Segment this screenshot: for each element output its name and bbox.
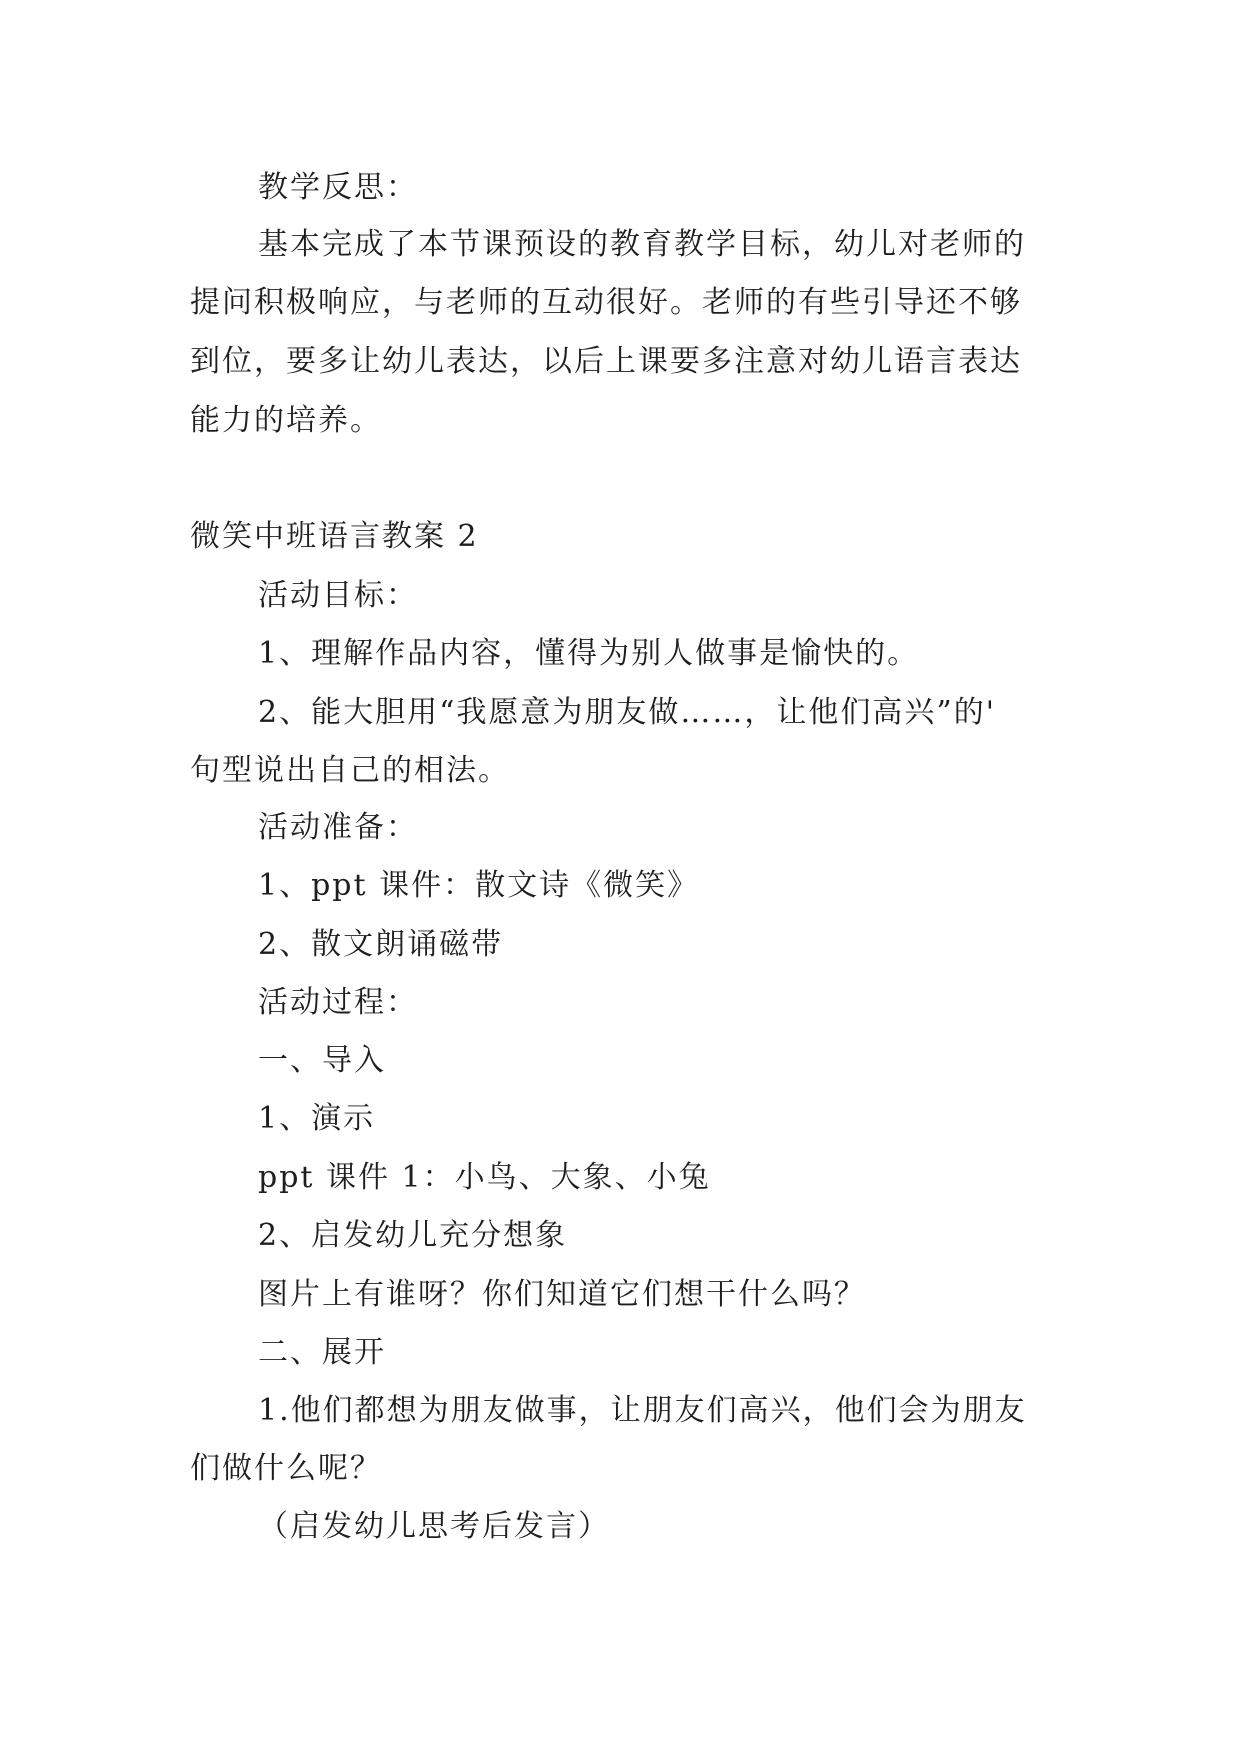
reflection-heading: 教学反思： — [258, 170, 418, 205]
step-2-note: （启发幼儿思考后发言） — [258, 1509, 610, 1544]
reflection-line-4: 能力的培养。 — [190, 403, 382, 438]
reflection-line-2: 提问积极响应，与老师的互动很好。老师的有些引导还不够 — [190, 285, 1022, 320]
goal-1: 1、理解作品内容，懂得为别人做事是愉快的。 — [258, 636, 920, 671]
step-2-1-line-2: 们做什么呢？ — [190, 1451, 382, 1486]
prep-heading: 活动准备： — [258, 810, 418, 845]
step-2-1-line-1: 1.他们都想为朋友做事，让朋友们高兴，他们会为朋友 — [258, 1393, 1027, 1428]
goal-2-line-2: 句型说出自己的相法。 — [190, 753, 510, 788]
goals-heading: 活动目标： — [258, 578, 418, 613]
step-1-1: 1、演示 — [258, 1101, 376, 1136]
section-title: 微笑中班语言教案 2 — [190, 519, 479, 554]
reflection-line-1: 基本完成了本节课预设的教育教学目标，幼儿对老师的 — [258, 227, 1026, 262]
step-1: 一、导入 — [258, 1043, 386, 1078]
step-1-question: 图片上有谁呀？你们知道它们想干什么吗？ — [258, 1277, 866, 1312]
process-heading: 活动过程： — [258, 985, 418, 1020]
prep-2: 2、散文朗诵磁带 — [258, 927, 504, 962]
prep-1: 1、ppt 课件：散文诗《微笑》 — [258, 868, 700, 903]
step-1-ppt: ppt 课件 1：小鸟、大象、小兔 — [258, 1160, 711, 1195]
step-2: 二、展开 — [258, 1335, 386, 1370]
reflection-line-3: 到位，要多让幼儿表达，以后上课要多注意对幼儿语言表达 — [190, 344, 1022, 379]
goal-2-line-1: 2、能大胆用“我愿意为朋友做……，让他们高兴”的' — [258, 695, 997, 730]
step-1-2: 2、启发幼儿充分想象 — [258, 1218, 568, 1253]
